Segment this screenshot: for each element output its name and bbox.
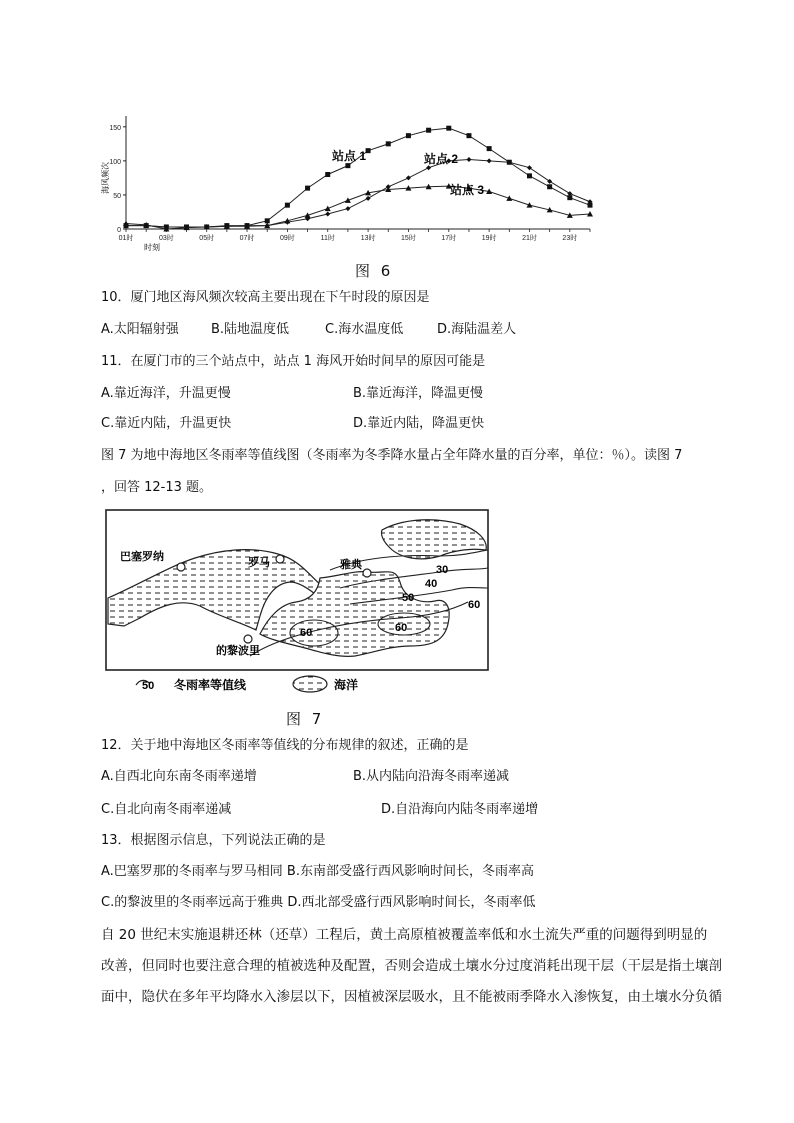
isoline-value-40: 40 <box>425 578 438 590</box>
figure6-chart <box>100 112 610 262</box>
legend-isoline-value: 50 <box>142 680 155 692</box>
q11-option-a: A.靠近海洋，升温更慢 <box>101 386 231 401</box>
station2-point <box>345 206 350 211</box>
station2-label: 站点 2 <box>424 152 459 166</box>
station2-point <box>325 212 330 217</box>
intro7-line2: ，回答 12-13 题。 <box>101 480 213 495</box>
x-tick-label: 11时 <box>320 235 335 242</box>
passage-line1: 自 20 世纪末实施退耕还林（还草）工程后，黄土高原植被覆盖率低和水土流失严重的问题得到明显的 <box>101 927 708 943</box>
station1-point <box>547 184 552 189</box>
isoline-value-60-east: 60 <box>468 599 481 611</box>
q10-option-d: D.海陆温差人 <box>437 322 517 337</box>
station3-point <box>325 206 331 212</box>
station1-point <box>426 128 431 133</box>
q13-stem: 13．根据图示信息，下列说法正确的是 <box>101 833 326 848</box>
q11-option-b: B.靠近海洋，降温更慢 <box>353 386 484 401</box>
q12-stem: 12．关于地中海地区冬雨率等值线的分布规律的叙述，正确的是 <box>101 738 469 753</box>
isoline-value-60-south: 60 <box>300 627 313 639</box>
isoline-value-50: 50 <box>402 592 415 604</box>
q11-option-c: C.靠近内陆，升温更快 <box>101 416 232 431</box>
x-tick-label: 21时 <box>522 235 537 242</box>
x-tick-label: 05时 <box>199 235 215 242</box>
q10-option-c: C.海水温度低 <box>325 322 404 337</box>
x-tick-label: 19时 <box>481 235 497 242</box>
x-tick-label: 09时 <box>279 235 295 242</box>
station1-point <box>366 148 371 153</box>
y-axis <box>109 116 126 234</box>
x-tick-label: 07时 <box>239 235 255 242</box>
city-label-barcelona: 巴塞罗纳 <box>120 551 164 563</box>
city-label-tripoli: 的黎波里 <box>216 645 260 657</box>
map-legend <box>136 676 358 692</box>
station1-label: 站点 1 <box>332 149 367 163</box>
legend-ocean-swatch <box>293 676 327 692</box>
x-tick-label: 23时 <box>562 235 578 242</box>
city-marker-barcelona <box>177 563 185 571</box>
legend-ocean-text: 海洋 <box>334 678 359 692</box>
city-marker-tripoli <box>244 635 252 643</box>
x-tick-label: 13时 <box>360 235 376 242</box>
y-tick-label: 50 <box>113 192 121 200</box>
city-marker-athens <box>363 569 371 577</box>
passage-line3: 面中，隐伏在多年平均降水入渗层以下，因植被深层吸水，且不能被雨季降水入渗恢复，由土壤水分负循 <box>101 989 722 1005</box>
y-tick-label: 150 <box>109 124 121 132</box>
station1-point <box>446 126 451 131</box>
passage-line2: 改善，但同时也要注意合理的植被选种及配置，否则会造成土壤水分过度消耗出现干层（干层是指土壤剖 <box>101 958 722 974</box>
x-tick-label: 03时 <box>158 235 174 242</box>
x-axis-label: 时刻 <box>144 243 160 252</box>
figure7-map <box>100 506 495 696</box>
station1-point <box>345 163 350 168</box>
y-tick-label: 0 <box>117 227 121 234</box>
figure7-caption: 图 7 <box>286 710 325 728</box>
station2-point <box>466 157 471 162</box>
station3-line <box>126 186 590 229</box>
q10-stem: 10．厦门地区海风频次较高主要出现在下午时段的原因是 <box>101 290 430 305</box>
city-label-athens: 雅典 <box>340 559 362 571</box>
station1-point <box>527 173 532 178</box>
x-tick-label: 15时 <box>401 235 416 242</box>
x-tick-label: 01时 <box>118 235 134 242</box>
q11-option-d: D.靠近内陆，降温更快 <box>353 416 485 431</box>
station2-point <box>487 158 492 163</box>
y-tick-label: 100 <box>109 158 121 166</box>
station1-point <box>466 133 471 138</box>
station1-point <box>265 218 270 223</box>
station1-point <box>386 141 391 146</box>
legend-isoline-text: 冬雨率等值线 <box>174 678 247 692</box>
q12-option-c: C.自北向南冬雨率递减 <box>101 802 232 817</box>
q10-option-b: B.陆地温度低 <box>211 322 290 337</box>
q13-options-cd: C.的黎波里的冬雨率远高于雅典 D.西北部受盛行西风影响时间长，冬雨率低 <box>101 895 536 910</box>
x-axis <box>119 229 590 242</box>
q12-option-a: A.自西北向东南冬雨率递增 <box>101 769 257 784</box>
q13-options-ab: A.巴塞罗那的冬雨率与罗马相同 B.东南部受盛行西风影响时间长，冬雨率高 <box>101 864 534 879</box>
q10-option-a: A.太阳辐射强 <box>101 322 179 337</box>
series-group <box>123 126 593 232</box>
x-tick-label: 17时 <box>441 235 457 242</box>
station1-point <box>305 186 310 191</box>
station1-point <box>487 146 492 151</box>
station1-line <box>126 128 590 227</box>
station1-point <box>325 172 330 177</box>
y-axis-label: 海风频次 <box>101 162 110 194</box>
station1-point <box>285 203 290 208</box>
q12-option-d: D.自沿海向内陆冬雨率递增 <box>381 802 539 817</box>
q12-option-b: B.从内陆向沿海冬雨率递减 <box>353 769 510 784</box>
q11-stem: 11．在厦门市的三个站点中，站点 1 海风开始时间早的原因可能是 <box>101 354 486 369</box>
figure6-caption: 图 6 <box>355 262 394 280</box>
city-marker-rome <box>276 555 284 563</box>
station1-point <box>406 133 411 138</box>
isoline-value-60-center: 60 <box>395 622 408 634</box>
intro7-line1: 图 7 为地中海地区冬雨率等值线图（冬雨率为冬季降水量占全年降水量的百分率，单位：％）。读图 7 <box>101 448 683 463</box>
station2-point <box>366 196 371 201</box>
station3-label: 站点 3 <box>450 183 485 197</box>
isoline-value-30: 30 <box>436 564 449 576</box>
station2-point <box>406 175 411 180</box>
city-label-rome: 罗马 <box>248 557 270 569</box>
